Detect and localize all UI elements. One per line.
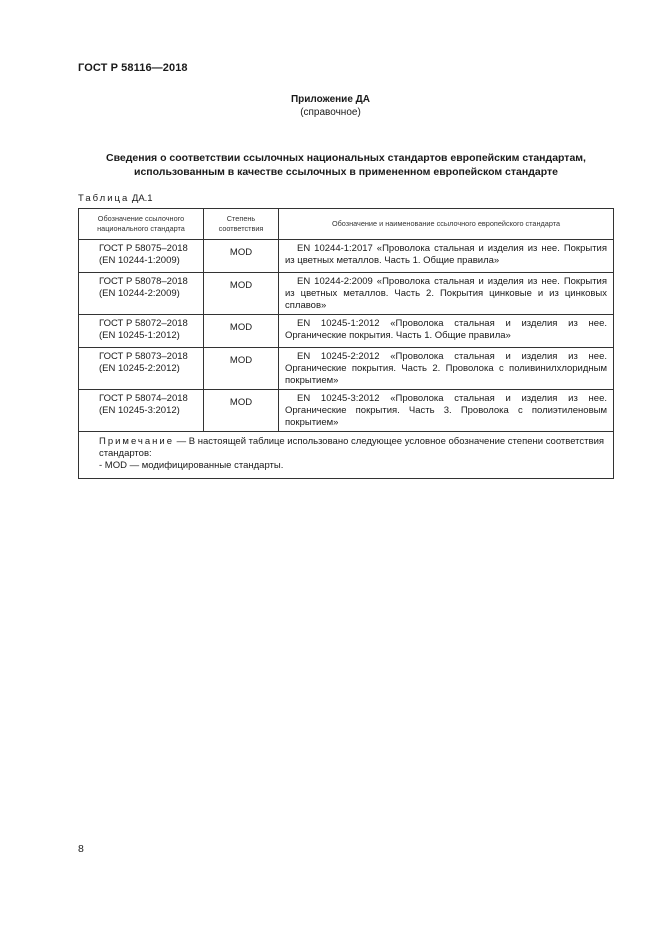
document-code: ГОСТ Р 58116—2018 [78,62,188,74]
note-label: Примечание [99,436,174,447]
header-european-standard: Обозначение и наименование ссылочного европейского стандарта [279,209,614,240]
correspondence-table [78,208,614,479]
annex-header [0,93,661,119]
national-standard-cell: ГОСТ Р 58075–2018 (EN 10244-1:2009) [79,240,204,273]
degree-cell: MOD [204,390,279,432]
header-national-standard: Обозначение ссылочного национального стандарта [79,209,204,240]
annex-subtitle: (справочное) [300,107,361,118]
heading-line-2: использованным в качестве ссылочных в примененном европейском стандарте [134,166,558,178]
table-row [79,240,614,273]
degree-cell: MOD [204,348,279,390]
section-heading [78,151,614,179]
table-caption [78,193,153,204]
annex-title: Приложение ДА [290,94,371,105]
european-standard-cell: EN 10245-1:2012 «Проволока стальная и изделия из нее. Органические покрытия. Часть 1. Общие правила» [279,315,614,348]
table-row [79,348,614,390]
table-row [79,390,614,432]
header-degree: Степень соответствия [204,209,279,240]
note-item: - MOD — модифицированные стандарты. [99,460,284,471]
table-row [79,315,614,348]
table-header-row [79,209,614,240]
table-note-row [79,432,614,479]
national-standard-cell: ГОСТ Р 58073–2018 (EN 10245-2:2012) [79,348,204,390]
european-standard-cell: EN 10245-3:2012 «Проволока стальная и изделия из нее. Органические покрытия. Часть 3. Проволока с полиэтиленовым покрытием» [279,390,614,432]
national-standard-cell: ГОСТ Р 58074–2018 (EN 10245-3:2012) [79,390,204,432]
table-caption-number: ДА.1 [131,193,153,204]
national-standard-cell: ГОСТ Р 58078–2018 (EN 10244-2:2009) [79,273,204,315]
page-number: 8 [78,843,84,855]
heading-line-1: Сведения о соответствии ссылочных национальных стандартов европейским стандартам, [106,152,586,164]
european-standard-cell: EN 10244-1:2017 «Проволока стальная и изделия из нее. Покрытия из цветных металлов. Часть 1. Общие правила» [279,240,614,273]
table-row [79,273,614,315]
table-caption-word: Таблица [78,193,130,204]
national-standard-cell: ГОСТ Р 58072–2018 (EN 10245-1:2012) [79,315,204,348]
degree-cell: MOD [204,315,279,348]
degree-cell: MOD [204,240,279,273]
european-standard-cell: EN 10244-2:2009 «Проволока стальная и изделия из нее. Покрытия из цветных металлов. Часть 2. Покрытия цинковые и из цинковых сплавов» [279,273,614,315]
note-text: — В настоящей таблице использовано следующее условное обозначение степени соответствия стандартов: [99,436,605,459]
table-note [79,432,614,479]
european-standard-cell: EN 10245-2:2012 «Проволока стальная и изделия из нее. Органические покрытия. Часть 2. Проволока с поливинилхлоридным покрытием» [279,348,614,390]
degree-cell: MOD [204,273,279,315]
